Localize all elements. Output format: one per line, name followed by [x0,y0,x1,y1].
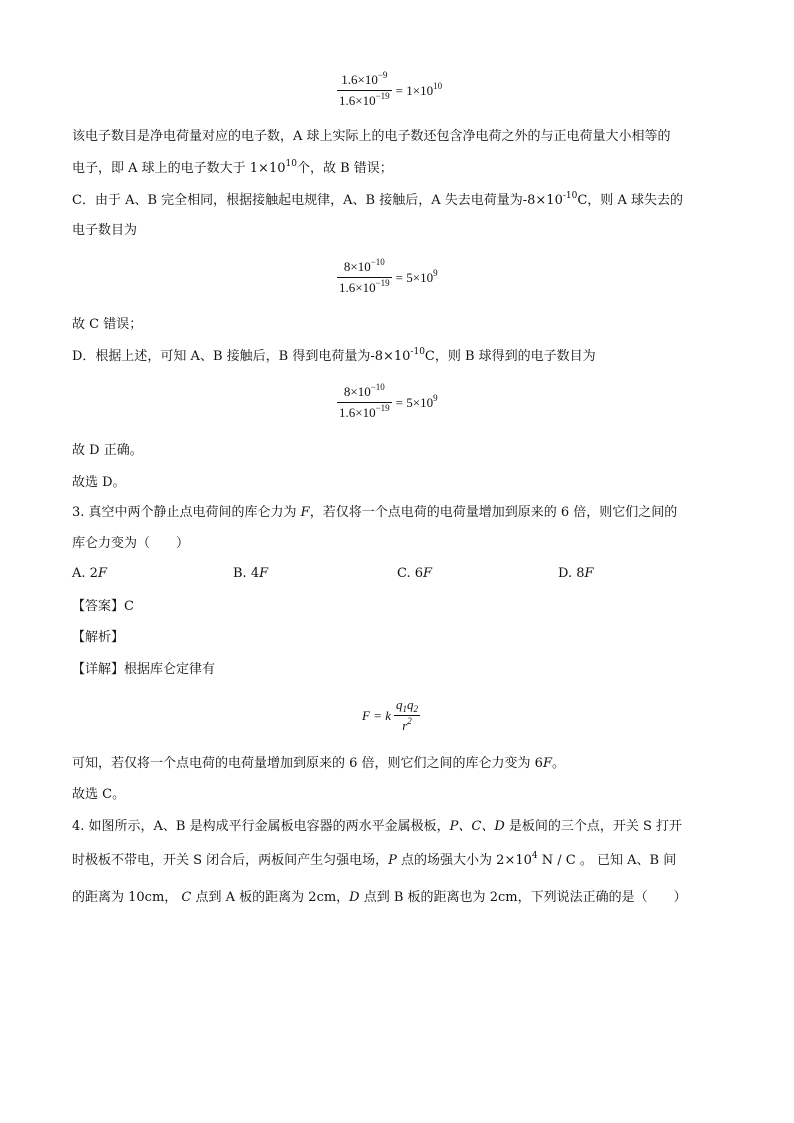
question-4-stem-cont: 时极板不带电，开关 S 闭合后，两板间产生匀强电场，P 点的场强大小为 $2\times 10^4$ N / C 。 已知 A、B 间 [72,851,677,868]
equation-electron-count-1: $\frac{1.6\times 10^{-9}}{1.6\times 10^{-19}}$ = $1\times 10^{10}$ [339,70,443,108]
answer-value: C [124,599,134,614]
question-4-stem-cont-2: 的距离为 10cm， C 点到 A 板的距离为 2cm，D 点到 B 板的距离也为 2cm，下列说法正确的是（ ） [72,890,687,905]
eq1-result: = 1×10 [395,82,434,98]
answer-line [72,598,134,616]
option-c[interactable]: C. 6F [397,566,433,581]
paragraph-option-c: C．由于 A、B 完全相同，根据接触起电规律，A、B 接触后，A 失去电荷量为$-8\times 10^{-10}C$，则 A 球失去的 [72,191,683,208]
paragraph-c-wrong: 故 C 错误； [72,317,143,332]
paragraph-d-correct: 故 D 正确。 [72,443,143,458]
paragraph-b-wrong: 电子，即 A 球上的电子数大于 $1\times 10^{10}$个，故 B 错误； [72,159,393,176]
detail-line: 【详解】根据库仑定律有 [72,662,216,677]
eq1-denominator: 1.6×10 [339,93,376,108]
option-b[interactable]: B. 4F [233,566,269,581]
question-3-stem: 3. 真空中两个静止点电荷间的库仑力为 F，若仅将一个点电荷的电荷量增加到原来的 6 倍，则它们之间的 [72,505,678,520]
question-4-stem: 4. 如图所示，A、B 是构成平行金属板电容器的两水平金属极板，P、C、D 是板间的三个点，开关 S 打开 [72,819,683,834]
option-d[interactable]: D. 8F [558,566,594,581]
option-a[interactable]: A. 2F [72,566,107,581]
paragraph-net-charge: 该电子数目是净电荷量对应的电子数，A 球上实际上的电子数还包含净电荷之外的与正电荷量大小相等的 [72,129,671,144]
equation-electron-count-3: $\frac{8\times 10^{-10}}{1.6\times 10^{-19}}$ = $5\times 10^9$ [339,382,438,420]
paragraph-choose-c: 故选 C。 [72,787,126,802]
answer-tag: 【答案】 [72,599,125,614]
paragraph-choose-d: 故选 D。 [72,475,126,490]
paragraph-result-6f: 可知，若仅将一个点电荷的电荷量增加到原来的 6 倍，则它们之间的库仑力变为 6F。 [72,756,565,771]
equation-electron-count-2: $\frac{8\times 10^{-10}}{1.6\times 10^{-19}}$ = $5\times 10^9$ [339,257,438,295]
detail-tag: 【详解】 [72,662,125,677]
equation-coulomb-law: F = k $\frac{q_1q_2}{r^2}$ [362,697,418,733]
analysis-tag: 【解析】 [72,630,125,645]
eq1-numerator: 1.6×10 [341,72,378,87]
paragraph-option-d: D．根据上述，可知 A、B 接触后，B 得到电荷量为$-8\times 10^{-10}C$，则 B 球得到的电子数目为 [72,347,596,364]
question-3-stem-cont: 库仑力变为（ ） [72,536,190,551]
paragraph-electron-number: 电子数目为 [72,223,138,238]
